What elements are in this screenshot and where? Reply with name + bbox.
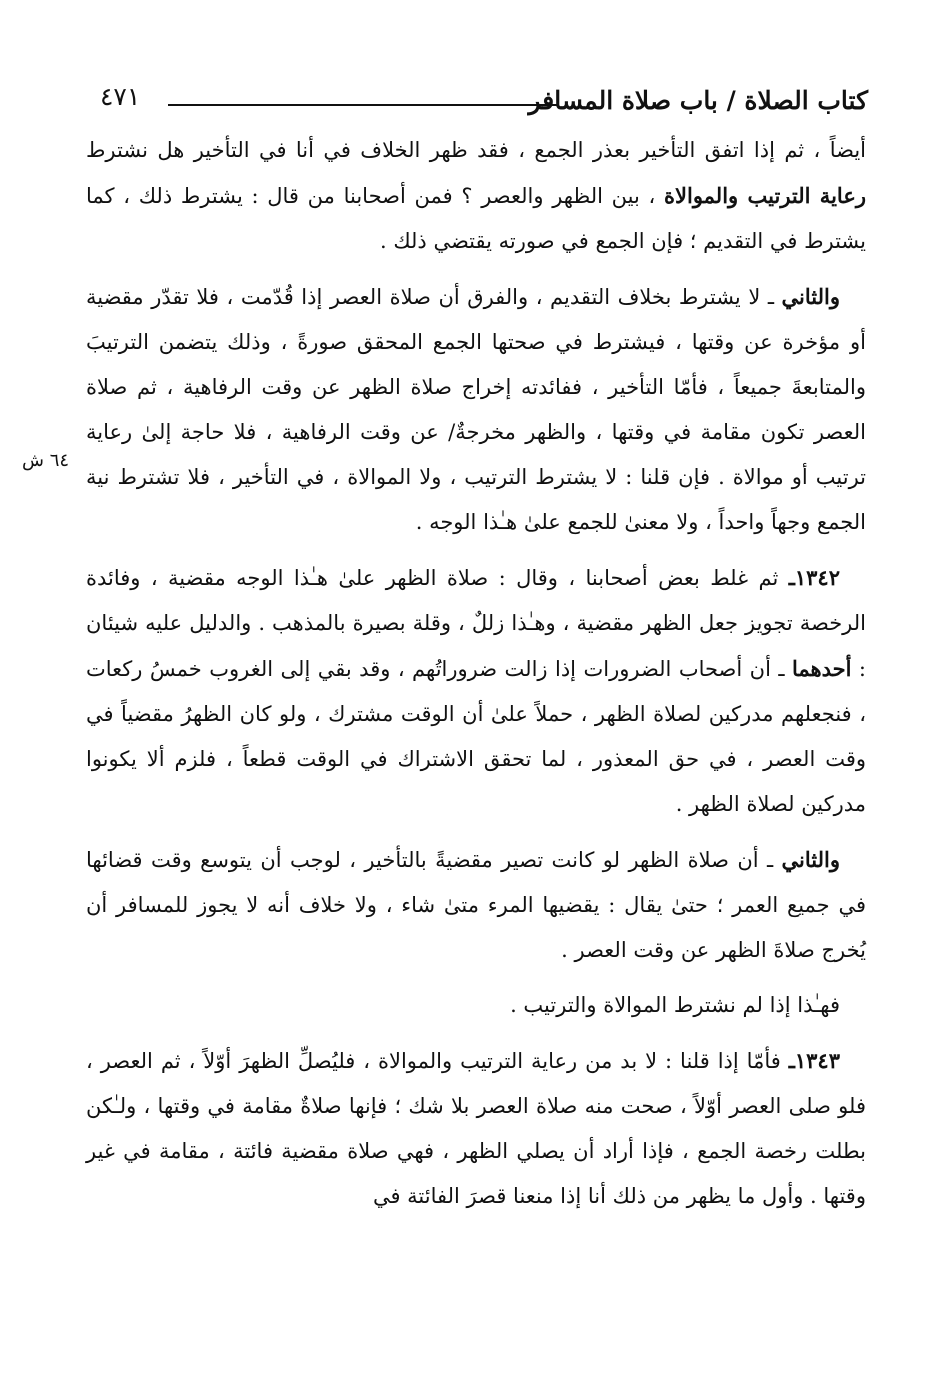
text-segment: ، بين الظهر والعصر ؟ فمن أصحابنا من قال : يشترط ذلك ، كما يشترط في التقديم ؛ فإن الجمع في صورته يقتضي ذلك . [86,184,866,253]
text-segment: ـ أن صلاة الظهر لو كانت تصير مقضيةً بالتأخير ، لوجب أن يتوسع وقت قضائها في جميع العمر ؛ حتىٰ يقال : يقضيها المرء متىٰ شاء ، ولا خلاف أنه لا يجوز للمسافر أن يُخرج صلاةَ الظهر عن وقت العصر . [86,848,866,962]
text-segment: فأمّا إذا قلنا : لا بد من رعاية الترتيب والموالاة ، فليُصلِّ الظهرَ أوّلاً ، ثم العصر ، فلو صلى العصر أوّلاً ، صحت منه صلاة العصر بلا شك ؛ فإنها صلاةٌ مقامة في وقتها ، ولـٰكن بطلت رخصة الجمع ، فإذا أراد أن يصلي الظهر ، فهي صلاة مقضية فائتة ، مقامة في غير وقتها . وأول ما يظهر من ذلك أنا إذا منعنا قصرَ الفائتة في [86,1049,866,1208]
paragraph-p4 [86,837,866,973]
bold-segment: والثاني [781,284,840,309]
text-segment: أيضاً ، ثم إذا اتفق التأخير بعذر الجمع ، فقد ظهر الخلاف في أنا في التأخير هل نشترط [86,138,866,162]
body-text [86,128,866,1219]
paragraph-p5 [86,983,866,1028]
bold-segment: أحدهما [792,656,852,681]
section-number: ١٣٤٢ـ [788,565,840,590]
bold-segment: رعاية الترتيب والموالاة [664,183,866,208]
margin-note: ٦٤ ش [22,450,70,471]
running-header [100,82,868,126]
text-segment: فهـٰذا إذا لم نشترط الموالاة والترتيب . [510,993,840,1017]
paragraph-p6 [86,1038,866,1219]
text-segment: ـ لا يشترط بخلاف التقديم ، والفرق أن صلاة العصر إذا قُدّمت ، فلا تقدّر مقضية أو مؤخرة عن وقتها ، فيشترط في صحتها الجمع المحقق صورةً ، وذلك يتضمن الترتيبَ والمتابعةَ جميعاً ، فأمّا التأخير ، ففائدته إخراج صلاة الظهر عن وقت الرفاهية ، ثم صلاة العصر تكون مقامة في وقتها ، والظهر مخرجةٌ/ عن وقت الرفاهية ، فلا حاجة إلىٰ رعاية ترتيب أو موالاة . فإن قلنا : لا يشترط الترتيب ، ولا الموالاة ، في التأخير ، فلا تشترط نية الجمع وجهاً واحداً ، ولا معنىٰ للجمع علىٰ هـٰذا الوجه . [86,285,866,534]
paragraph-p1 [86,128,866,264]
text-segment: ـ أن أصحاب الضرورات إذا زالت ضروراتُهم ، وقد بقي إلى الغروب خمسُ ركعات ، فنجعلهم مدركين لصلاة الظهر ، حملاً علىٰ أن الوقت مشترك ، ولو كان الظهرُ مقضياً في وقت العصر ، في حق المعذور ، لما تحقق الاشتراك في الوقت قطعاً ، فلزم ألا يكونوا مدركين لصلاة الظهر . [86,657,866,816]
header-title: كتاب الصلاة / باب صلاة المسافر [528,86,868,115]
page-number: ٤٧١ [100,82,141,111]
section-number: ١٣٤٣ـ [788,1048,840,1073]
paragraph-p2 [86,274,866,545]
header-rule [168,104,558,106]
bold-segment: والثاني [781,847,840,872]
paragraph-p3 [86,555,866,827]
text-segment: ثم غلط بعض أصحابنا ، وقال : صلاة الظهر علىٰ هـٰذا الوجه مقضية ، وفائدة الرخصة تجويز جعل الظهر مقضية ، وهـٰذا زللٌ ، وقلة بصيرة بالمذهب . والدليل عليه شيئان : [86,566,866,681]
